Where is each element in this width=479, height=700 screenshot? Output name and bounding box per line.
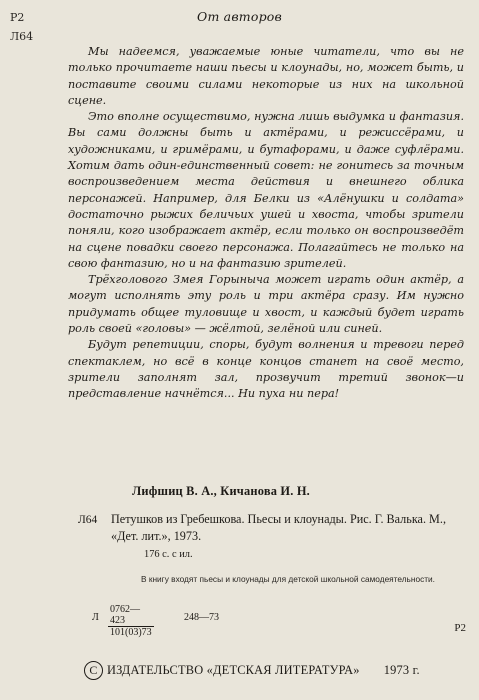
preface-text <box>68 44 464 403</box>
catalog-index-numerator: 0762—423 <box>108 604 154 627</box>
preface-paragraph-3: Трёхголового Змея Горыныча может играть один актёр, а могут исполнять эту роль и три актёра сразу. Им нужно придумать общее туловище и хвост, и каждый будет играть роль своей «головы» — жёлтой, зелёной или синей. <box>68 273 464 336</box>
publication-year: 1973 г. <box>383 662 420 677</box>
preface-paragraph-1: Мы надеемся, уважаемые юные читатели, что вы не только прочитаете наши пьесы и клоунады, но, может быть, и поставите своими силами некоторые из них на школьной сцене. <box>68 45 464 107</box>
catalog-index-tail: 248—73 <box>184 612 219 623</box>
publisher-footer <box>84 658 420 682</box>
catalog-description: Петушков из Гребешкова. Пьесы и клоунады. Рис. Г. Валька. М., «Дет. лит.», 1973. <box>111 512 446 543</box>
catalog-index-denominator: 101(03)73 <box>110 627 152 638</box>
top-left-classification: Р2 <box>10 11 25 24</box>
top-left-library-code: Л64 <box>10 30 34 43</box>
catalog-annotation: В книгу входят пьесы и клоунады для детской школьной самодеятельности. <box>141 574 435 584</box>
copyright-icon: C <box>84 661 103 680</box>
catalog-index-fraction <box>108 604 154 638</box>
preface-paragraph-4: Будут репетиции, споры, будут волнения и тревоги перед спектаклем, но всё в конце концов станет на своё место, зрители заполнят зал, прозвучит третий звонок—и представление начнётся... Ни пуха ни пера! <box>68 338 464 401</box>
catalog-index-letter: Л <box>92 612 99 623</box>
catalog-authors: Лифшиц В. А., Кичанова И. Н. <box>132 484 310 498</box>
page-title: От авторов <box>197 9 282 24</box>
catalog-library-code: Л64 <box>78 514 98 526</box>
publisher-name: ИЗДАТЕЛЬСТВО «ДЕТСКАЯ ЛИТЕРАТУРА» <box>107 662 360 677</box>
catalog-pages: 176 с. с ил. <box>144 549 193 560</box>
bottom-right-classification: Р2 <box>454 622 466 634</box>
preface-paragraph-2: Это вполне осуществимо, нужна лишь выдумка и фантазия. Вы сами должны быть и актёрами, и режиссёрами, и художниками, и гримёрами, и бутафорами, и даже суфлёрами. Хотим дать один-единственный совет: не гонитесь за точным воспроизведением места действия и внешнего облика персонажей. Например, для Белки из «Алёнушки и солдата» достаточно рыжих беличьих ушей и хвоста, чтобы зрители поняли, кого изображает актёр, если только он воспроизведёт на сцене повадки своего персонажа. Полагайтесь не только на свою фантазию, но и на фантазию зрителей. <box>68 110 464 270</box>
